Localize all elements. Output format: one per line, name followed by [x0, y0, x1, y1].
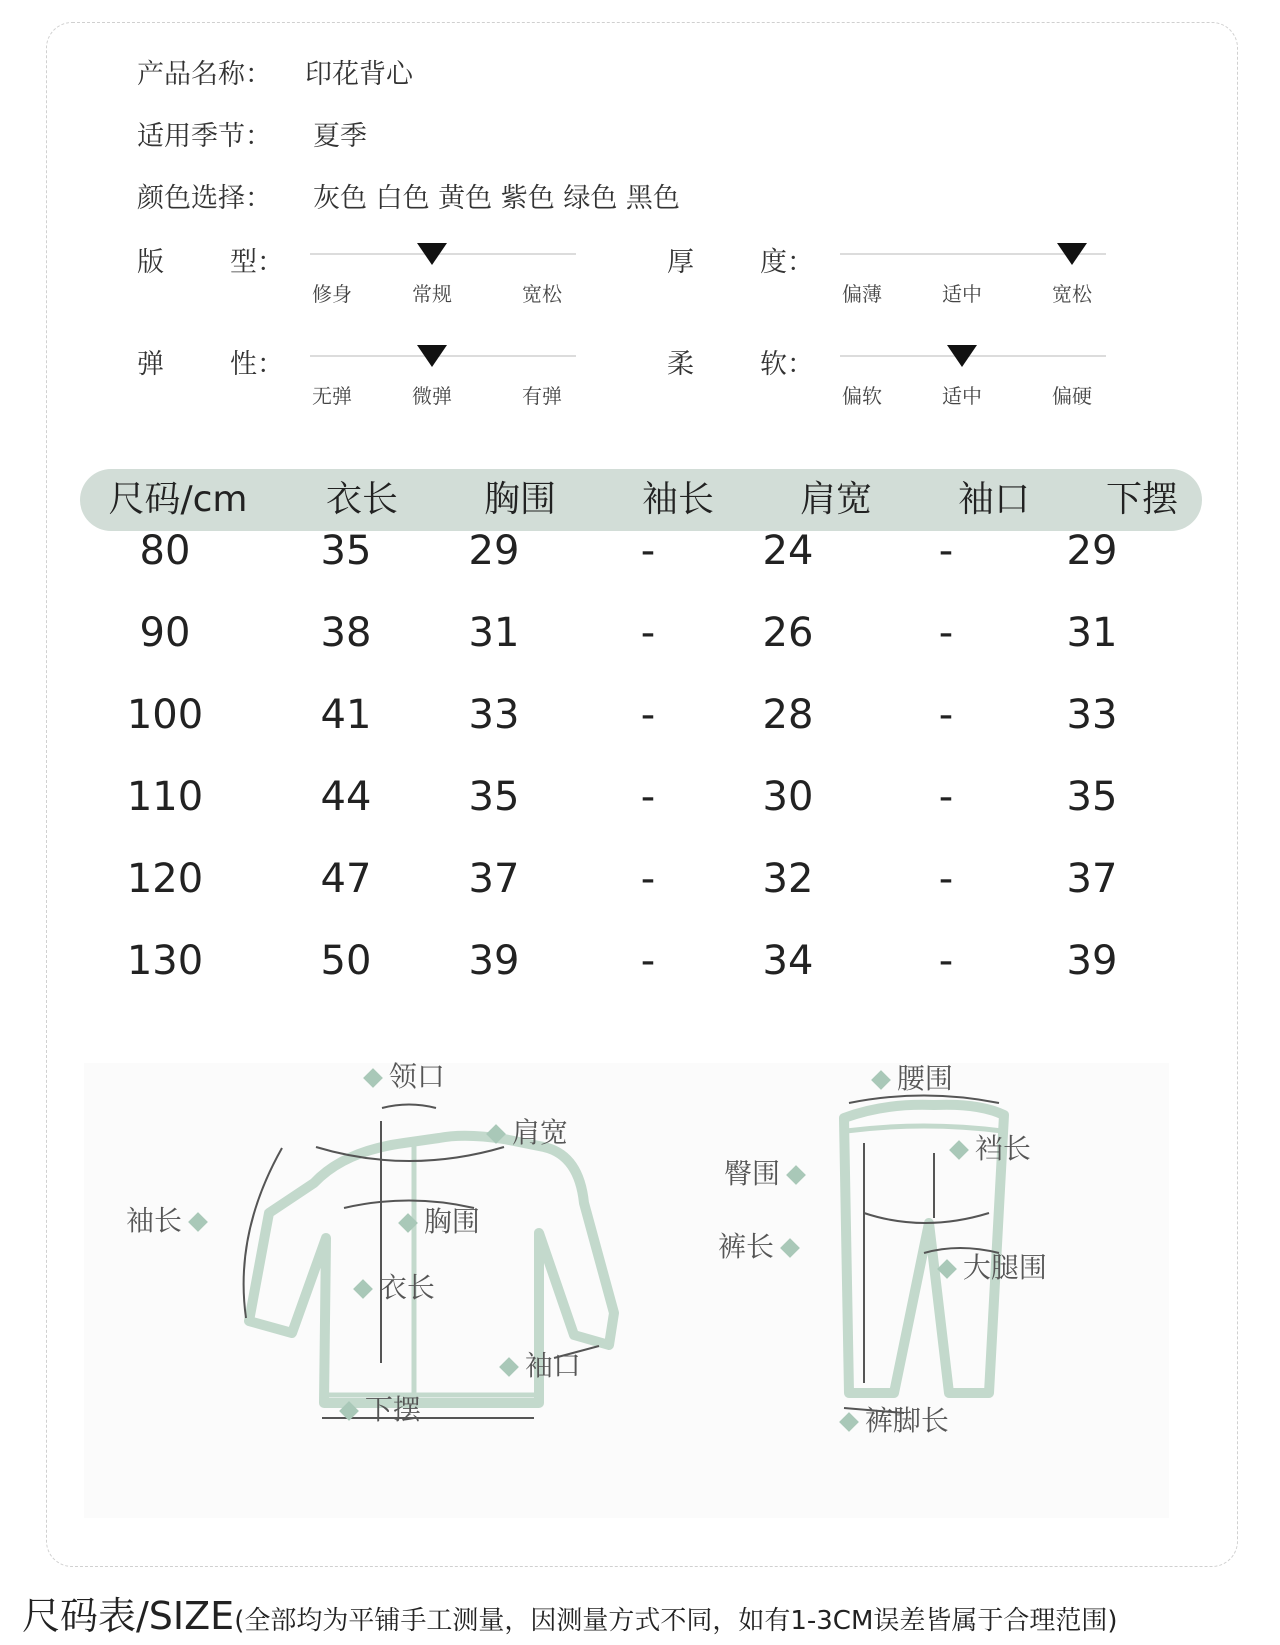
header-sleeve: 袖长: [641, 479, 715, 520]
table-cell: 35: [320, 528, 372, 574]
scale-name: 弹 性：: [137, 349, 284, 380]
table-cell: -: [938, 856, 954, 902]
table-cell: 37: [468, 856, 520, 902]
table-cell: 29: [1066, 528, 1118, 574]
color-label: 颜色选择：: [137, 183, 272, 214]
label-hem: 下摆: [342, 1388, 421, 1428]
label-rise: 裆长: [952, 1127, 1031, 1167]
table-cell: 32: [762, 856, 814, 902]
table-cell: 130: [126, 938, 204, 984]
diamond-icon: [339, 1401, 359, 1421]
footer-title: 尺码表/SIZE: [22, 1594, 235, 1638]
table-cell: 24: [762, 528, 814, 574]
table-cell: 31: [1066, 610, 1118, 656]
table-cell: 47: [320, 856, 372, 902]
table-row: [0, 610, 1280, 690]
table-cell: -: [640, 610, 656, 656]
table-cell: 31: [468, 610, 520, 656]
scale-marker-icon: [417, 243, 447, 265]
scale-tick: 修身: [312, 282, 352, 306]
table-cell: 34: [762, 938, 814, 984]
scale-softness: [667, 342, 1280, 432]
table-cell: 44: [320, 774, 372, 820]
diamond-icon: [937, 1259, 957, 1279]
table-cell: 26: [762, 610, 814, 656]
diamond-icon: [188, 1212, 208, 1232]
table-row: [0, 774, 1280, 854]
table-cell: 39: [1066, 938, 1118, 984]
header-cuff: 袖口: [957, 479, 1031, 520]
table-cell: 33: [1066, 692, 1118, 738]
header-hem: 下摆: [1105, 479, 1179, 520]
header-shoulder: 肩宽: [799, 479, 873, 520]
label-cuff: 袖口: [502, 1344, 581, 1384]
scale-tick: 宽松: [522, 282, 562, 306]
label-sleeve: 袖长: [126, 1199, 205, 1239]
footer-note: (全部均为平铺手工测量，因测量方式不同，如有1-3CM误差皆属于合理范围): [234, 1606, 1118, 1636]
table-cell: 30: [762, 774, 814, 820]
label-leg-opening: 裤脚长: [842, 1399, 949, 1439]
table-cell: 33: [468, 692, 520, 738]
color-value: 灰色 白色 黄色 紫色 绿色 黑色: [313, 183, 680, 214]
season-row: [137, 114, 367, 153]
diamond-icon: [871, 1070, 891, 1090]
table-cell: 120: [126, 856, 204, 902]
label-length: 衣长: [356, 1266, 435, 1306]
scale-tick: 适中: [942, 282, 982, 306]
scale-name: 厚 度：: [667, 247, 814, 278]
table-cell: -: [938, 610, 954, 656]
table-cell: -: [938, 774, 954, 820]
label-shoulder: 肩宽: [489, 1111, 568, 1151]
table-row: [0, 856, 1280, 936]
table-cell: -: [938, 692, 954, 738]
table-row: [0, 528, 1280, 608]
measurement-diagram: [84, 1060, 1169, 1518]
diamond-icon: [949, 1140, 969, 1160]
table-cell: 110: [126, 774, 204, 820]
diamond-icon: [398, 1213, 418, 1233]
scale-marker-icon: [1057, 243, 1087, 265]
table-cell: 35: [1066, 774, 1118, 820]
table-cell: 38: [320, 610, 372, 656]
scale-name: 版 型：: [137, 247, 284, 278]
diamond-icon: [786, 1165, 806, 1185]
label-chest: 胸围: [401, 1200, 480, 1240]
table-cell: 90: [139, 610, 191, 656]
label-pants-length: 裤长: [718, 1225, 797, 1265]
scale-tick: 偏软: [842, 384, 882, 408]
table-header: [80, 469, 1202, 531]
product-name-label: 产品名称：: [137, 59, 272, 90]
scale-tick: 偏硬: [1052, 384, 1092, 408]
scale-name: 柔 软：: [667, 349, 814, 380]
header-chest: 胸围: [483, 479, 557, 520]
season-value: 夏季: [313, 121, 367, 152]
label-hip: 臀围: [724, 1152, 803, 1192]
color-row: [137, 176, 680, 215]
scale-tick: 无弹: [312, 384, 352, 408]
table-cell: 39: [468, 938, 520, 984]
label-thigh: 大腿围: [940, 1246, 1047, 1286]
table-row: [0, 692, 1280, 772]
scale-tick: 宽松: [1052, 282, 1092, 306]
scale-tick: 微弹: [412, 384, 452, 408]
table-cell: 50: [320, 938, 372, 984]
table-cell: 28: [762, 692, 814, 738]
table-cell: 29: [468, 528, 520, 574]
table-cell: 41: [320, 692, 372, 738]
header-size: 尺码/cm: [108, 479, 248, 520]
diamond-icon: [780, 1238, 800, 1258]
season-label: 适用季节：: [137, 121, 272, 152]
table-cell: -: [640, 774, 656, 820]
table-cell: 100: [126, 692, 204, 738]
table-cell: -: [640, 692, 656, 738]
label-waist: 腰围: [874, 1057, 953, 1097]
scale-marker-icon: [417, 345, 447, 367]
label-neckline: 领口: [366, 1055, 445, 1095]
scale-tick: 有弹: [522, 384, 562, 408]
product-name-row: [137, 52, 413, 91]
table-cell: -: [640, 528, 656, 574]
scale-marker-icon: [947, 345, 977, 367]
scale-thickness: [667, 240, 1280, 330]
diamond-icon: [499, 1357, 519, 1377]
footer-caption: [22, 1585, 1118, 1640]
diamond-icon: [353, 1279, 373, 1299]
diamond-icon: [363, 1068, 383, 1088]
table-cell: -: [938, 938, 954, 984]
table-cell: 37: [1066, 856, 1118, 902]
diamond-icon: [486, 1124, 506, 1144]
scale-tick: 适中: [942, 384, 982, 408]
scale-tick: 常规: [412, 282, 452, 306]
product-name-value: 印花背心: [305, 59, 413, 90]
table-row: [0, 938, 1280, 1018]
table-cell: 80: [139, 528, 191, 574]
table-cell: 35: [468, 774, 520, 820]
scale-tick: 偏薄: [842, 282, 882, 306]
table-cell: -: [640, 856, 656, 902]
diamond-icon: [839, 1412, 859, 1432]
header-length: 衣长: [325, 479, 399, 520]
table-cell: -: [640, 938, 656, 984]
table-cell: -: [938, 528, 954, 574]
